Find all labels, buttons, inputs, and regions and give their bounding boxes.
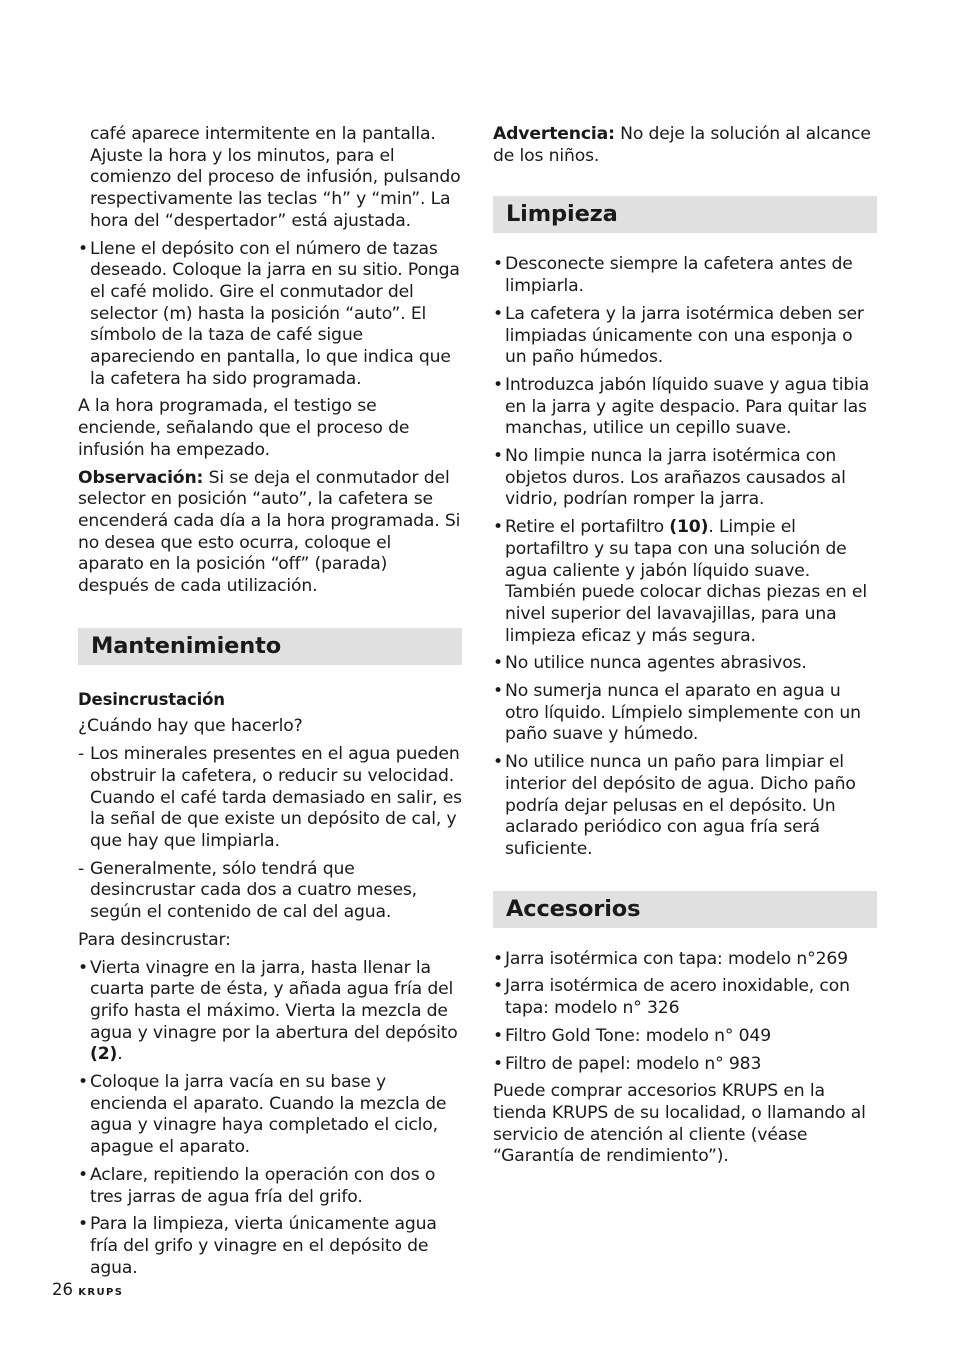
bullet-icon: • <box>493 303 503 324</box>
list-item-text-part: Retire el portafiltro <box>505 517 670 538</box>
list-item <box>493 752 877 861</box>
list-item-text: No utilice nunca un paño para limpiar el interior del depósito de agua. Dicho paño podría dejar pelusas en el depósito. Un aclarado periódico con agua fría será suficiente. <box>505 752 856 859</box>
bullet-icon: • <box>78 1164 88 1185</box>
list-item <box>78 1165 462 1208</box>
observation-label: Observación: <box>78 467 204 488</box>
bullet-icon: • <box>493 653 503 674</box>
list-item-text: Introduzca jabón líquido suave y agua tibia en la jarra y agite despacio. Para quitar las manchas, utilice un cepillo suave. <box>505 374 870 439</box>
page-number: 26 <box>52 1280 73 1299</box>
right-column <box>493 124 877 1174</box>
list-item <box>493 1026 877 1048</box>
list-item <box>493 976 877 1019</box>
list-item-text: Filtro de papel: modelo n° 983 <box>505 1053 762 1074</box>
warning-text: No deje la solución al alcance de los niños. <box>493 124 871 166</box>
observation-text: Si se deja el conmutador del selector en posición “auto”, la cafetera se encenderá cada día a la hora programada. Si no desea que esto ocurra, coloque el aparato en la posición “off” (parada) después de cada utilización. <box>78 467 461 597</box>
bullet-icon: • <box>493 681 503 702</box>
list-item-text: Jarra isotérmica de acero inoxidable, con tapa: modelo n° 326 <box>505 976 850 1019</box>
list-item-text: Los minerales presentes en el agua pueden obstruir la cafetera, o reducir su velocidad. Cuando el café tarda demasiado en salir, es la señal de que existe un depósito de cal, y que hay que limpiarla. <box>90 744 462 851</box>
bullet-icon: • <box>493 948 503 969</box>
bullet-icon: • <box>493 752 503 773</box>
when-question: ¿Cuándo hay que hacerlo? <box>78 716 303 737</box>
bullet-icon: • <box>78 1072 88 1093</box>
list-item <box>78 1072 462 1159</box>
list-item-text <box>505 517 867 646</box>
programmed-paragraph: A la hora programada, el testigo se enciende, señalando que el proceso de infusión ha empezado. <box>78 396 410 460</box>
list-item <box>78 958 462 1067</box>
list-item <box>493 653 877 675</box>
bullet-icon: • <box>493 1053 503 1074</box>
maintenance-heading: Mantenimiento <box>78 628 462 665</box>
list-item <box>78 1214 462 1279</box>
part-reference: (10) <box>669 517 709 538</box>
list-item-text: Llene el depósito con el número de tazas deseado. Coloque la jarra en su sitio. Ponga el café molido. Gire el conmutador del selector (m) hasta la posición “auto”. El símbolo de la taza de café sigue apareciendo en pantalla, lo que indica que la cafetera ha sido programada. <box>90 238 460 389</box>
intro-continuation: café aparece intermitente en la pantalla. Ajuste la hora y los minutos, para el comienzo del proceso de infusión, pulsando respectivamente las teclas “h” y “min”. La hora del “despertador” está ajustada. <box>90 124 461 231</box>
warning-paragraph <box>493 124 877 167</box>
observation-paragraph <box>78 468 462 598</box>
list-item-text-part: Vierta vinagre en la jarra, hasta llenar la cuarta parte de ésta, y añada agua fría del grifo hasta el máximo. Vierta la mezcla de agua y vinagre por la abertura del depósito <box>90 957 458 1043</box>
list-item-text: Coloque la jarra vacía en su base y encienda el aparato. Cuando la mezcla de agua y vinagre haya completado el ciclo, apague el aparato. <box>90 1072 447 1158</box>
bullet-icon: • <box>493 976 503 997</box>
purchase-paragraph: Puede comprar accesorios KRUPS en la tienda KRUPS de su localidad, o llamando al servicio de atención al cliente (véase “Garantía de rendimiento”). <box>493 1081 866 1167</box>
page-footer <box>52 1280 123 1299</box>
to-descale-label: Para desincrustar: <box>78 929 231 950</box>
list-item-text: No utilice nunca agentes abrasivos. <box>505 653 807 674</box>
list-item <box>493 949 877 971</box>
list-item <box>493 517 877 647</box>
part-reference: (2) <box>90 1044 118 1065</box>
list-item-text: Jarra isotérmica con tapa: modelo n°269 <box>505 948 848 969</box>
list-item <box>493 446 877 511</box>
list-item-text: No limpie nunca la jarra isotérmica con objetos duros. Los arañazos causados al vidrio, podrían romper la jarra. <box>505 446 846 510</box>
bullet-icon: • <box>78 1214 88 1235</box>
list-item-text: Para la limpieza, vierta únicamente agua fría del grifo y vinagre en el depósito de agua. <box>90 1214 437 1278</box>
bullet-icon: • <box>493 374 503 395</box>
warning-label: Advertencia: <box>493 124 615 144</box>
list-item-text: Desconecte siempre la cafetera antes de limpiarla. <box>505 254 853 297</box>
bullet-icon: • <box>493 1025 503 1046</box>
list-item <box>78 859 462 924</box>
bullet-icon: • <box>493 446 503 467</box>
descaling-heading: Desincrustación <box>78 689 225 709</box>
list-item-text: No sumerja nunca el aparato en agua u otro líquido. Límpielo simplemente con un paño suave y húmedo. <box>505 681 861 745</box>
cleaning-heading: Limpieza <box>493 196 877 233</box>
list-item <box>493 254 877 297</box>
left-column <box>78 124 462 1285</box>
list-item <box>493 1054 877 1076</box>
brand-logo: KRUPS <box>78 1287 124 1298</box>
dash-marker: - <box>78 744 85 765</box>
dash-marker: - <box>78 858 85 879</box>
bullet-icon: • <box>493 517 503 538</box>
list-item <box>493 681 877 746</box>
list-item-text: Filtro Gold Tone: modelo n° 049 <box>505 1025 771 1046</box>
list-item-text <box>90 958 458 1065</box>
list-item <box>493 304 877 369</box>
list-item <box>78 744 462 853</box>
list-item-text: Aclare, repitiendo la operación con dos o tres jarras de agua fría del grifo. <box>90 1164 436 1207</box>
accessories-heading: Accesorios <box>493 891 877 928</box>
list-item-text-end: . <box>117 1044 123 1065</box>
bullet-icon: • <box>78 957 88 978</box>
list-item-text-end: . Limpie el portafiltro y su tapa con una solución de agua caliente y jabón líquido suave. También puede colocar dichas piezas en el nivel superior del lavavajillas, para una limpieza eficaz y más segura. <box>505 517 867 646</box>
list-item <box>78 239 462 391</box>
bullet-icon: • <box>493 254 503 275</box>
bullet-icon: • <box>78 238 88 259</box>
list-item-text: Generalmente, sólo tendrá que desincrustar cada dos a cuatro meses, según el contenido de cal del agua. <box>90 858 417 923</box>
list-item <box>493 375 877 440</box>
list-item-text: La cafetera y la jarra isotérmica deben ser limpiadas únicamente con una esponja o un paño húmedos. <box>505 303 864 368</box>
